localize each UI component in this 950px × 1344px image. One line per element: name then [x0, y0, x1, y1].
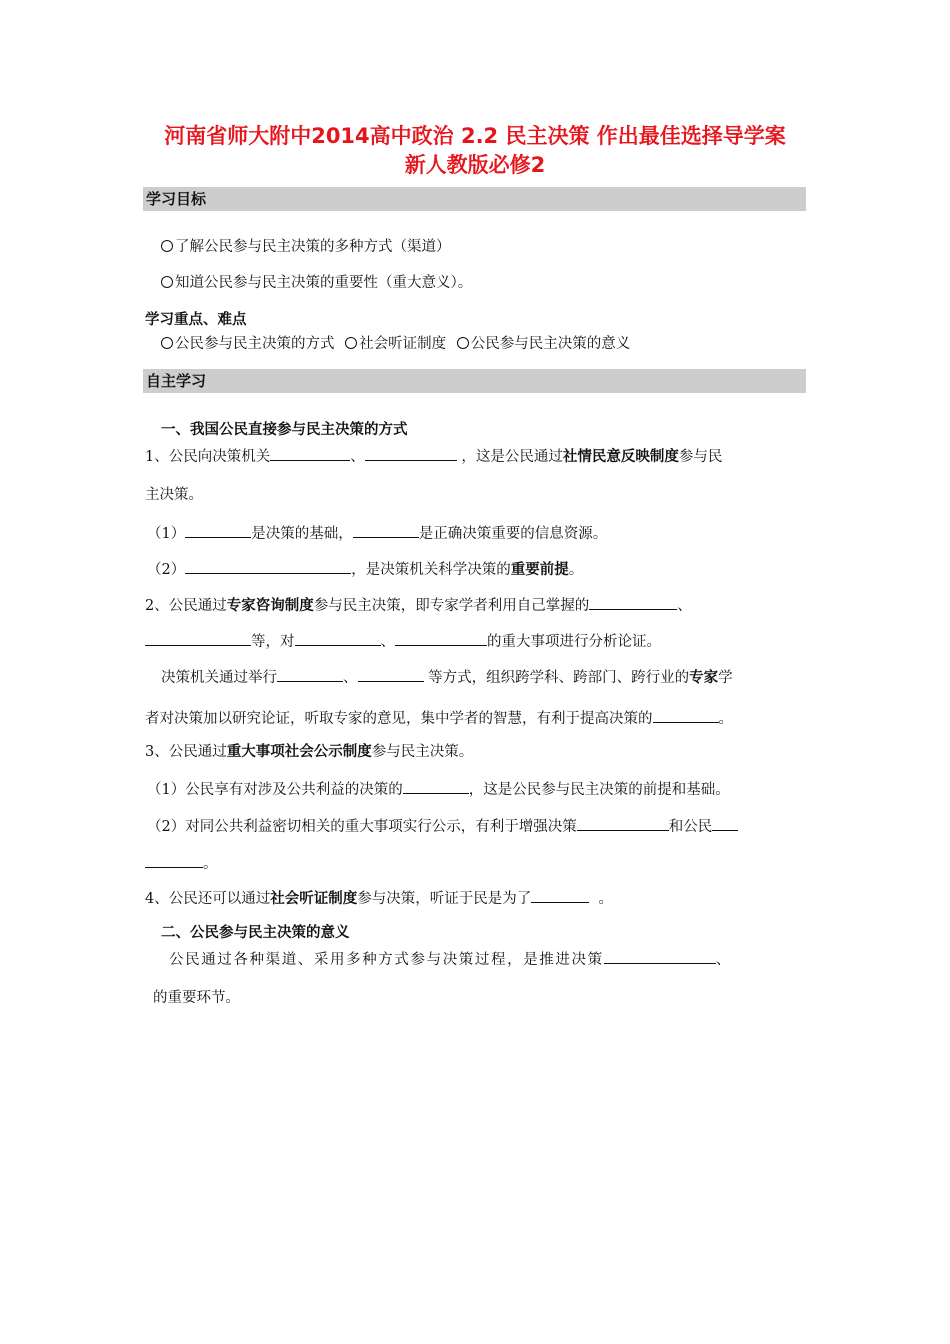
section-bar-self-study: 自主学习 — [143, 369, 806, 393]
question-3: 3、公民通过重大事项社会公示制度参与民主决策。 — [145, 744, 474, 760]
goal-item: 了解公民参与民主决策的多种方式（渠道） — [161, 237, 451, 257]
circle-bullet-icon — [161, 337, 173, 349]
circle-bullet-icon — [161, 240, 173, 252]
question-2: 2、公民通过专家咨询制度参与民主决策，即专家学者利用自己掌握的 、 — [145, 594, 692, 616]
fill-blank[interactable] — [589, 594, 677, 610]
question-1-1: （1） 是决策的基础， 是正确决策重要的信息资源。 — [147, 522, 607, 544]
question-2-cont: 等，对 、 的重大事项进行分析论证。 — [145, 630, 661, 652]
question-2-paragraph: 决策机关通过举行 、 等方式，组织跨学科、跨部门、跨行业的专家学 — [161, 666, 733, 688]
question-3-2-cont: 。 — [145, 852, 218, 874]
fill-blank[interactable] — [185, 558, 351, 574]
fill-blank[interactable] — [185, 522, 251, 538]
part2-paragraph: 公民通过各种渠道、采用多种方式参与决策过程，是推进决策 、 — [169, 948, 732, 970]
fill-blank[interactable] — [277, 666, 343, 682]
fill-blank[interactable] — [712, 815, 738, 831]
question-1-2: （2） ，是决策机关科学决策的重要前提。 — [147, 558, 583, 580]
fill-blank[interactable] — [403, 778, 469, 794]
part2-heading: 二、公民参与民主决策的意义 — [161, 925, 350, 941]
question-2-paragraph-cont: 者对决策加以研究论证，听取专家的意见，集中学者的智慧，有利于提高决策的 。 — [145, 707, 733, 729]
circle-bullet-icon — [345, 337, 357, 349]
fill-blank[interactable] — [295, 630, 381, 646]
fill-blank[interactable] — [353, 522, 419, 538]
question-3-2: （2）对同公共利益密切相关的重大事项实行公示，有利于增强决策 和公民 — [147, 815, 738, 837]
circle-bullet-icon — [161, 276, 173, 288]
part1-heading: 一、我国公民直接参与民主决策的方式 — [161, 422, 408, 438]
fill-blank[interactable] — [145, 630, 251, 646]
goal-item: 知道公民参与民主决策的重要性（重大意义）。 — [161, 273, 472, 293]
fill-blank[interactable] — [653, 707, 719, 723]
question-1: 1、公民向决策机关 、 ，这是公民通过社情民意反映制度参与民 — [145, 445, 722, 467]
fill-blank[interactable] — [395, 630, 487, 646]
fill-blank[interactable] — [365, 445, 457, 461]
fill-blank[interactable] — [145, 852, 203, 868]
fill-blank[interactable] — [531, 887, 589, 903]
question-4: 4、公民还可以通过社会听证制度参与决策，听证于民是为了 。 — [145, 887, 613, 909]
fill-blank[interactable] — [270, 445, 350, 461]
fill-blank[interactable] — [577, 815, 669, 831]
document-subtitle: 新人教版必修2 — [404, 153, 546, 177]
fill-blank[interactable] — [358, 666, 424, 682]
fill-blank[interactable] — [604, 948, 716, 964]
key-points-list: 公民参与民主决策的方式 社会听证制度 公民参与民主决策的意义 — [161, 334, 630, 354]
section-bar-goals: 学习目标 — [143, 187, 806, 211]
question-3-1: （1）公民享有对涉及公共利益的决策的 ，这是公民参与民主决策的前提和基础。 — [147, 778, 730, 800]
part2-paragraph-cont: 的重要环节。 — [153, 990, 240, 1006]
circle-bullet-icon — [457, 337, 469, 349]
key-points-heading: 学习重点、难点 — [145, 312, 247, 328]
document-title: 河南省师大附中2014高中政治 2.2 民主决策 作出最佳选择导学案 — [164, 124, 786, 148]
question-1-cont: 主决策。 — [145, 487, 203, 503]
